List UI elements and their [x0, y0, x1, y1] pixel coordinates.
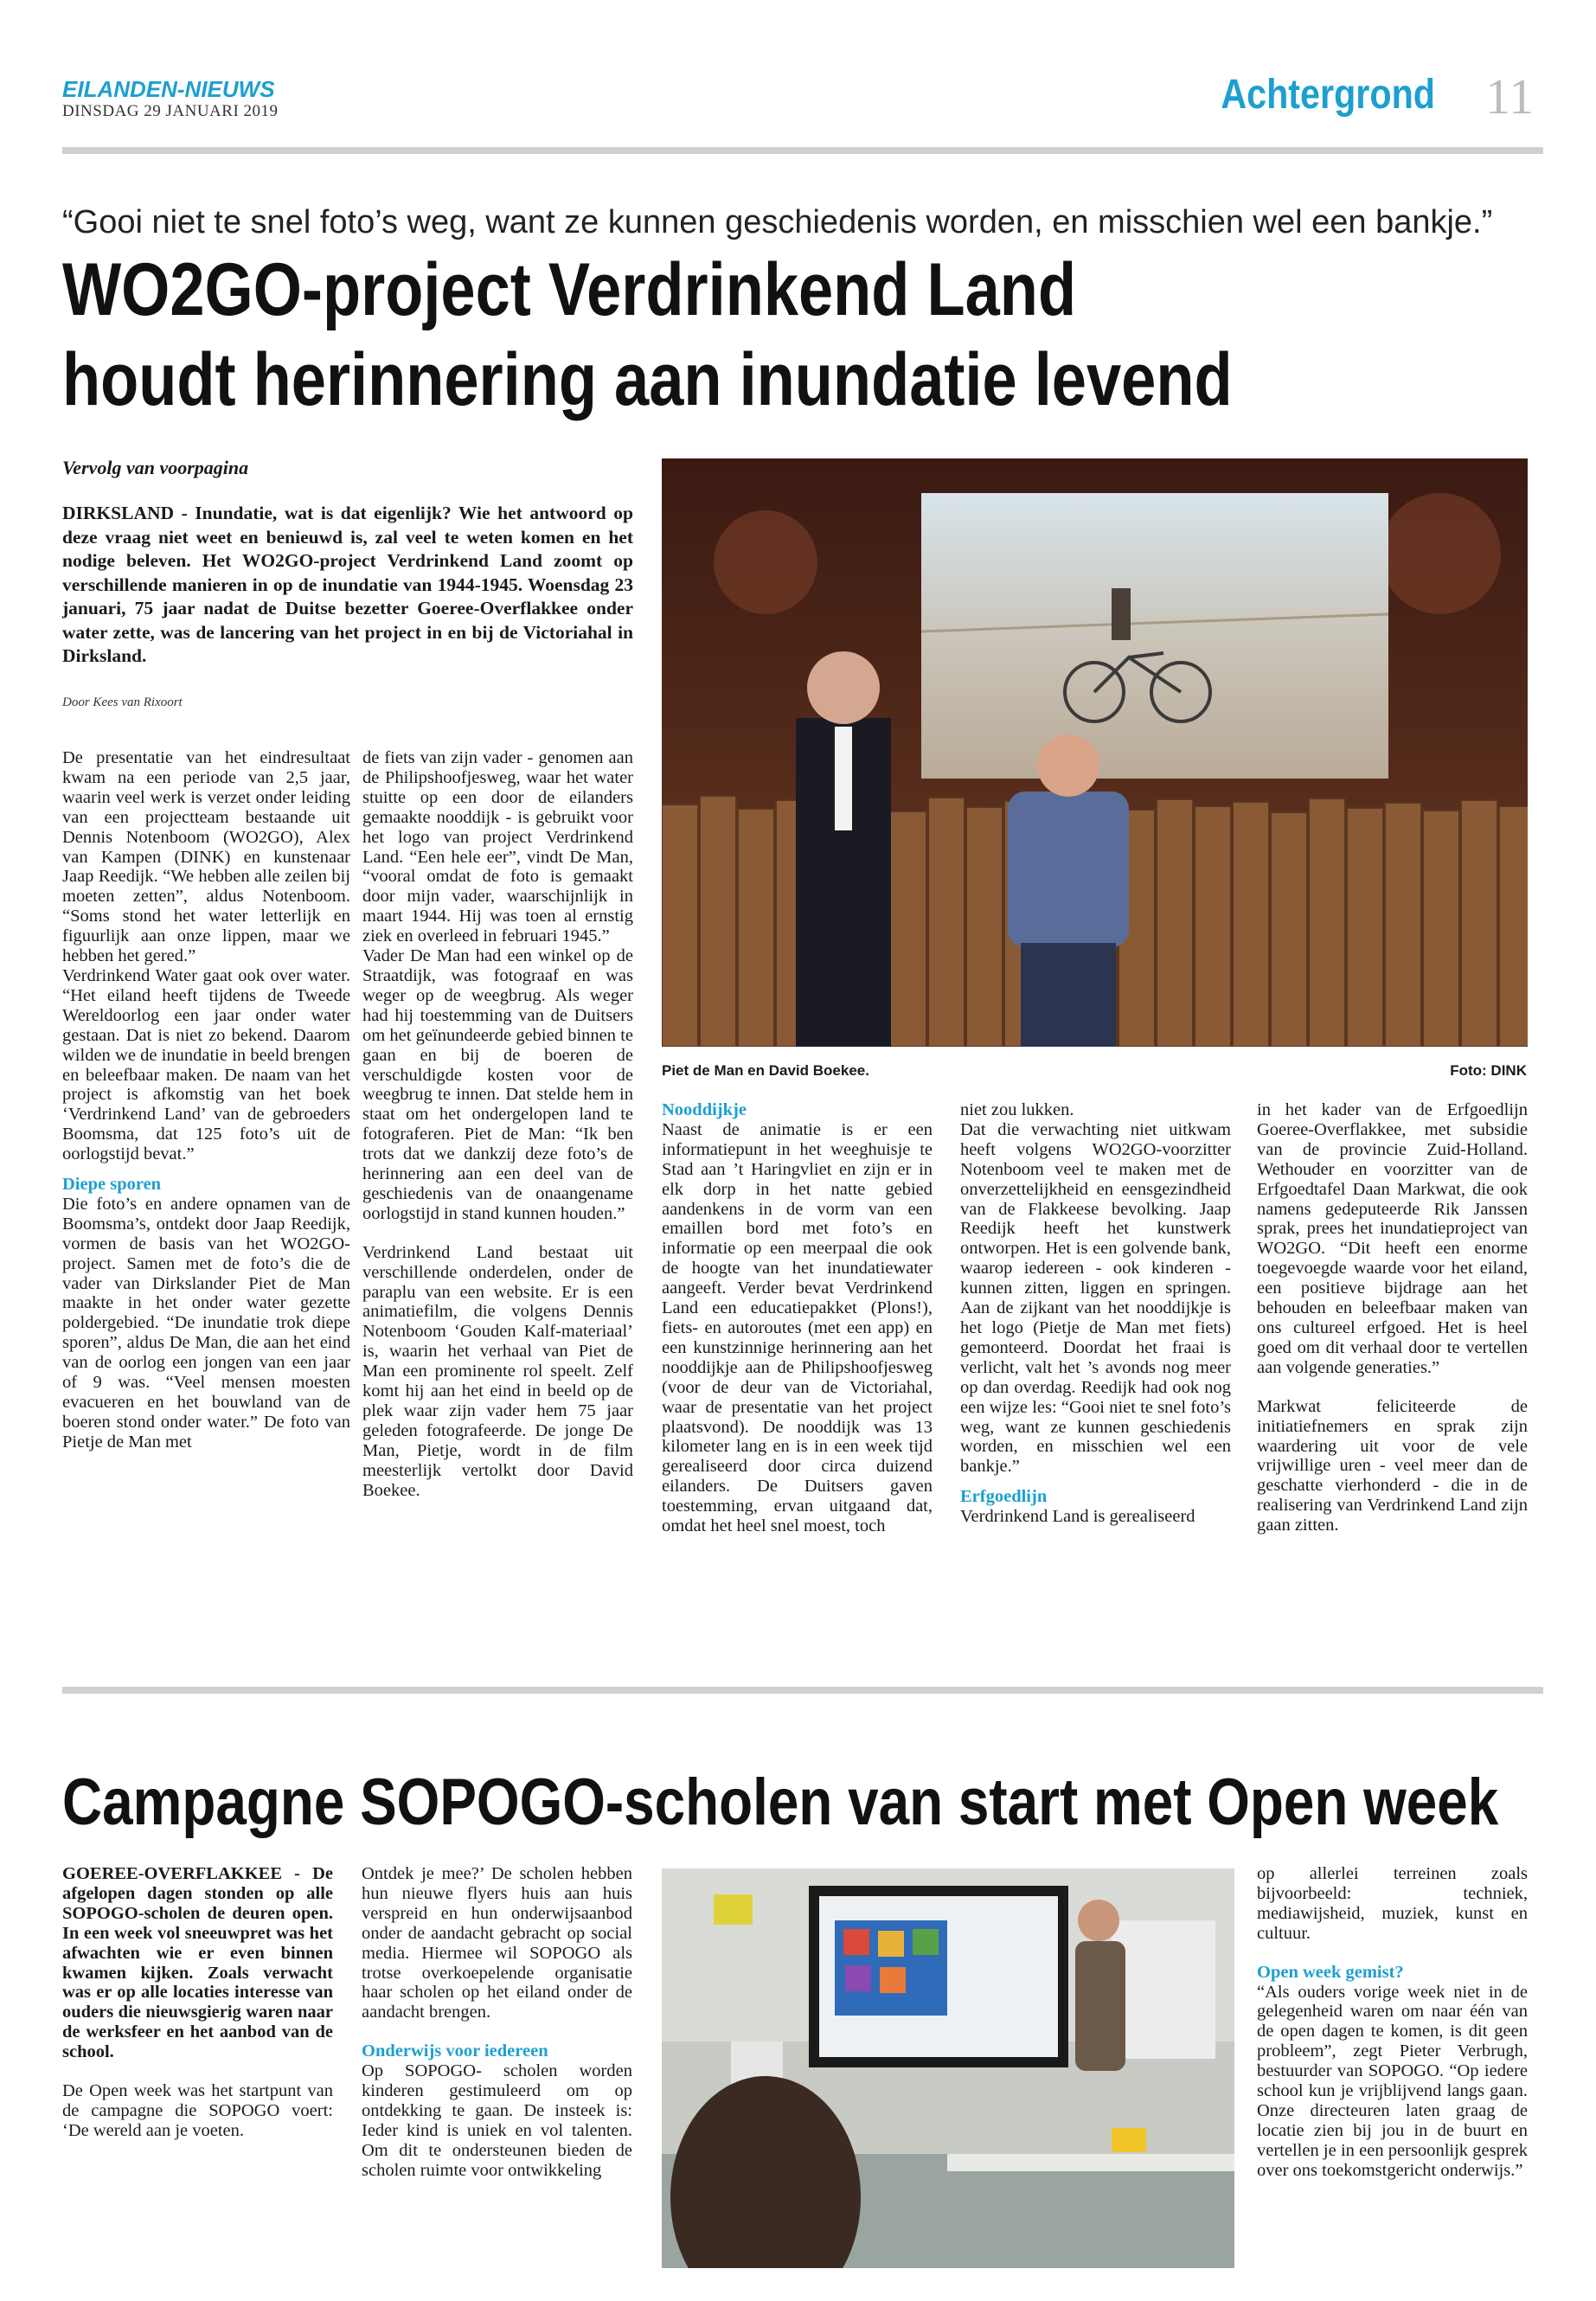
- classroom-photo: [662, 1868, 1234, 2268]
- paragraph: in het kader van de Erfgoedlijn Goeree-Overflakkee, met subsidie van de provincie Zuid-Holland. Wethouder en voorzitter van de Erfgoedtafel Daan Markwat, die ook namens gedeputeerde Rik Janssen sprak, prees het inundatieproject van WO2GO. “Dit heeft een enorme toegevoegde waarde voor het eiland, een positieve bijdrage aan het behouden en beleefbaar maken van ons cultureel erfgoed. Het is heel goed om dit verhaal door te vertellen aan volgende generaties.”: [1257, 1100, 1528, 1377]
- article1-column-2: [362, 748, 633, 1501]
- page-number: 11: [1485, 68, 1534, 125]
- article2-column-2: [362, 1864, 632, 2181]
- paragraph: Op SOPOGO- scholen worden kinderen gestimuleerd om op ontdekking te gaan. De insteek is: Ieder kind is uniek en vol talenten. Om dit te ondersteunen bieden de scholen ruimte voor ontwikkeling: [362, 2061, 632, 2180]
- subheading: Nooddijkje: [662, 1100, 747, 1119]
- lead-paragraph: DIRKSLAND - Inundatie, wat is dat eigenlijk? Wie het antwoord op deze vraag niet weet en benieuwd is, zal veel te weten komen en het nodige beleven. Het WO2GO-project Verdrinkend Land zoomt op verschillende manieren in op de inundatie van 1944-1945. Woensdag 23 januari, 75 jaar nadat de Duitse bezetter Goeree-Overflakkee onder water zette, was de lancering van het project in en bij de Victoriahal in Dirksland.: [62, 503, 633, 666]
- section-title: Achtergrond: [1221, 72, 1435, 118]
- issue-date: DINSDAG 29 JANUARI 2019: [62, 102, 279, 120]
- paragraph: “Als ouders vorige week niet in de gelegenheid waren om naar één van de open dagen te komen, is dit geen probleem”, zegt Pieter Verbrugh, bestuurder van SOPOGO. “Op iedere school kun je vrijblijvend langs gaan. Onze directeuren laten graag de locatie zien bij jou in de buurt en vertellen je in een persoonlijk gesprek over ons toekomstgericht onderwijs.”: [1257, 1982, 1528, 2180]
- header-divider: [62, 147, 1543, 154]
- article1-column-3: [662, 1100, 933, 1536]
- pull-quote: “Gooi niet te snel foto’s weg, want ze kunnen geschiedenis worden, en misschien wel een bankje.”: [62, 204, 1493, 240]
- photo-caption: Piet de Man en David Boekee.: [662, 1062, 869, 1079]
- subheading: Open week gemist?: [1257, 1962, 1404, 1982]
- subheading: Diepe sporen: [62, 1175, 162, 1195]
- paragraph: Ontdek je mee?’ De scholen hebben hun nieuwe flyers huis aan huis verspreid en hun onderwijsaanbod onder de aandacht gebracht op social media. Hiermee wil SOPOGO als trotse overkoepelende organisatie haar scholen op het eiland onder de aandacht brengen.: [362, 1864, 632, 2022]
- paragraph: Verdrinkend Water gaat ook over water. “Het eiland heeft tijdens de Tweede Wereldoorlog een jaar onder water gestaan. Dat is niet zo bekend. Daarom wilden we de inundatie in beeld brengen en beleefbaar maken. De naam van het project is afkomstig van het boek ‘Verdrinkend Land’ van de gebroeders Boomsma, dat 125 foto’s uit de oorlogstijd bevat.”: [62, 965, 350, 1164]
- article2-headline: Campagne SOPOGO-scholen van start met Open week: [62, 1766, 1499, 1839]
- headline-line-1: WO2GO-project Verdrinkend Land: [62, 248, 1077, 331]
- byline: Door Kees van Rixoort: [62, 695, 183, 709]
- paragraph: De presentatie van het eindresultaat kwam na een periode van 2,5 jaar, waarin veel werk is verzet onder leiding van een projectteam bestaande uit Dennis Notenboom (WO2GO), Alex van Kampen (DINK) en kunstenaar Jaap Reedijk. “We hebben alle zeilen bij moeten zetten”, aldus Notenboom. “Soms stond het water letterlijk en figuurlijk aan onze lippen, maar we hebben het gered.”: [62, 748, 350, 966]
- paragraph: Naast de animatie is er een informatiepunt in het weeghuisje te Stad aan ’t Haringvliet en zijn er in elk dorp in het natte gebied aandenkens in de vorm van een emaillen bord met foto’s en informatie op een meerpaal die ook de hoogte van het inundatiewater aangeeft. Verder bevat Verdrinkend Land een educatiepakket (Plons!), fiets- en autoroutes (met een app) en een kunstzinnige herinnering aan het nooddijkje aan de Philipshoofjesweg (voor de deur van de Victoriahal, waar de presentatie van het project plaatsvond). De nooddijk was 13 kilometer lang en is in een week tijd gerealiseerd door circa duizend eilanders. De Duitsers gaven toestemming, ervan uitgaand dat, omdat het heel snel moest, toch: [662, 1119, 933, 1536]
- article1-column-5: [1257, 1100, 1528, 1535]
- paragraph: de fiets van zijn vader - genomen aan de Philipshoofjesweg, waar het water stuitte op een door de eilanders gemaakte nooddijk - is gebruikt voor het logo van project Verdrinkend Land. “Een hele eer”, vindt De Man, “vooral omdat de foto is gemaakt door mijn vader, waarschijnlijk in maart 1944. Hij was toen al ernstig ziek en overleed in februari 1945.”: [362, 748, 633, 946]
- article1-column-1: [62, 748, 350, 1452]
- paragraph: op allerlei terreinen zoals bijvoorbeeld: techniek, mediawijsheid, muziek, kunst en cultuur.: [1257, 1864, 1528, 1943]
- article2-column-3: [1257, 1864, 1528, 2181]
- paragraph: Verdrinkend Land bestaat uit verschillende onderdelen, onder de paraplu van een website. Er is een animatiefilm, die volgens Dennis Notenboom ‘Gouden Kalf-materiaal’ is, waarin het verhaal van Piet de Man een prominente rol speelt. Zelf komt hij aan het eind in beeld op de plek waar zijn vader hem 75 jaar geleden fotografeerde. De jonge De Man, Pietje, wordt in de film meesterlijk vertolkt door David Boekee.: [362, 1242, 633, 1500]
- photo-credit: Foto: DINK: [1450, 1062, 1527, 1079]
- paragraph: Verdrinkend Land is gerealiseerd: [960, 1507, 1195, 1527]
- paragraph: niet zou lukken.: [960, 1100, 1074, 1119]
- classroom-photo-illustration: [662, 1868, 1234, 2268]
- paragraph: Markwat feliciteerde de initiatiefnemers en sprak zijn waardering uit voor de vele vrijwillige uren - veel meer dan de geschatte vierhonderd - die in de realisering van Verdrinkend Land zijn gaan zitten.: [1257, 1396, 1528, 1535]
- stage-photo-illustration: [662, 458, 1528, 1047]
- lead-paragraph: GOEREE-OVERFLAKKEE - De afgelopen dagen stonden op alle SOPOGO-scholen de deuren open. In een week vol sneeuwpret was het afwachten wie er even binnen kwamen kijken. Zoals verwacht was er op alle locaties interesse van ouders die nieuwsgierig waren naar de werksfeer en het aanbod van de school.: [62, 1864, 333, 2062]
- paragraph: Die foto’s en andere opnamen van de Boomsma’s, ontdekt door Jaap Reedijk, vormen de basis van het WO2GO-project. Samen met de foto’s die de vader van Dirkslander Piet de Man maakte in het onder water gezette poldergebied. “De inundatie trok diepe sporen”, aldus De Man, die aan het eind van de oorlog een jongen van een jaar of 9 was. “Veel mensen moesten evacueren en het bouwland van de boeren stond onder water.” De foto van Pietje de Man met: [62, 1194, 350, 1452]
- masthead-logo: EILANDEN-NIEUWS: [62, 76, 275, 102]
- paragraph: Vader De Man had een winkel op de Straatdijk, was fotograaf en was weger op de weegbrug. Als weger had hij toestemming van de Duitsers om het geïnundeerde gebied binnen te gaan en bij de boeren de verschuldigde kosten voor de weegbrug te innen. Dat stelde hem in staat om het ondergelopen land te fotograferen. Piet de Man: “Ik ben trots dat we dankzij deze foto’s de herinnering aan een deel van de geschiedenis van de onaangename oorlogstijd in stand kunnen houden.”: [362, 946, 633, 1223]
- paragraph: De Open week was het startpunt van de campagne die SOPOGO voert: ‘De wereld aan je voeten.: [62, 2081, 333, 2140]
- subheading: Onderwijs voor iedereen: [362, 2041, 548, 2061]
- kicker: Vervolg van voorpagina: [62, 457, 249, 478]
- article-photo: [662, 458, 1528, 1047]
- article2-column-1: [62, 1864, 333, 2141]
- headline-line-2: houdt herinnering aan inundatie levend: [62, 338, 1233, 421]
- article-divider: [62, 1687, 1543, 1694]
- subheading: Erfgoedlijn: [960, 1487, 1048, 1507]
- paragraph: Dat die verwachting niet uitkwam heeft volgens WO2GO-voorzitter Notenboom veel te maken met de onverzettelijkheid en eensgezindheid van de Flakkeese bevolking. Jaap Reedijk heeft het kunstwerk ontworpen. Het is een golvende bank, waarop iedereen - ook kinderen - kunnen zitten, liggen en springen. Aan de zijkant van het nooddijkje is het logo (Pietje de Man met fiets) gemonteerd. Doordat het fraai is verlicht, valt het ’s avonds nog meer op dan overdag. Reedijk had ook nog een wijze les: “Gooi niet te snel foto’s weg, want ze kunnen geschiedenis worden, en misschien wel een bankje.”: [960, 1119, 1231, 1477]
- article1-column-4: [960, 1100, 1231, 1527]
